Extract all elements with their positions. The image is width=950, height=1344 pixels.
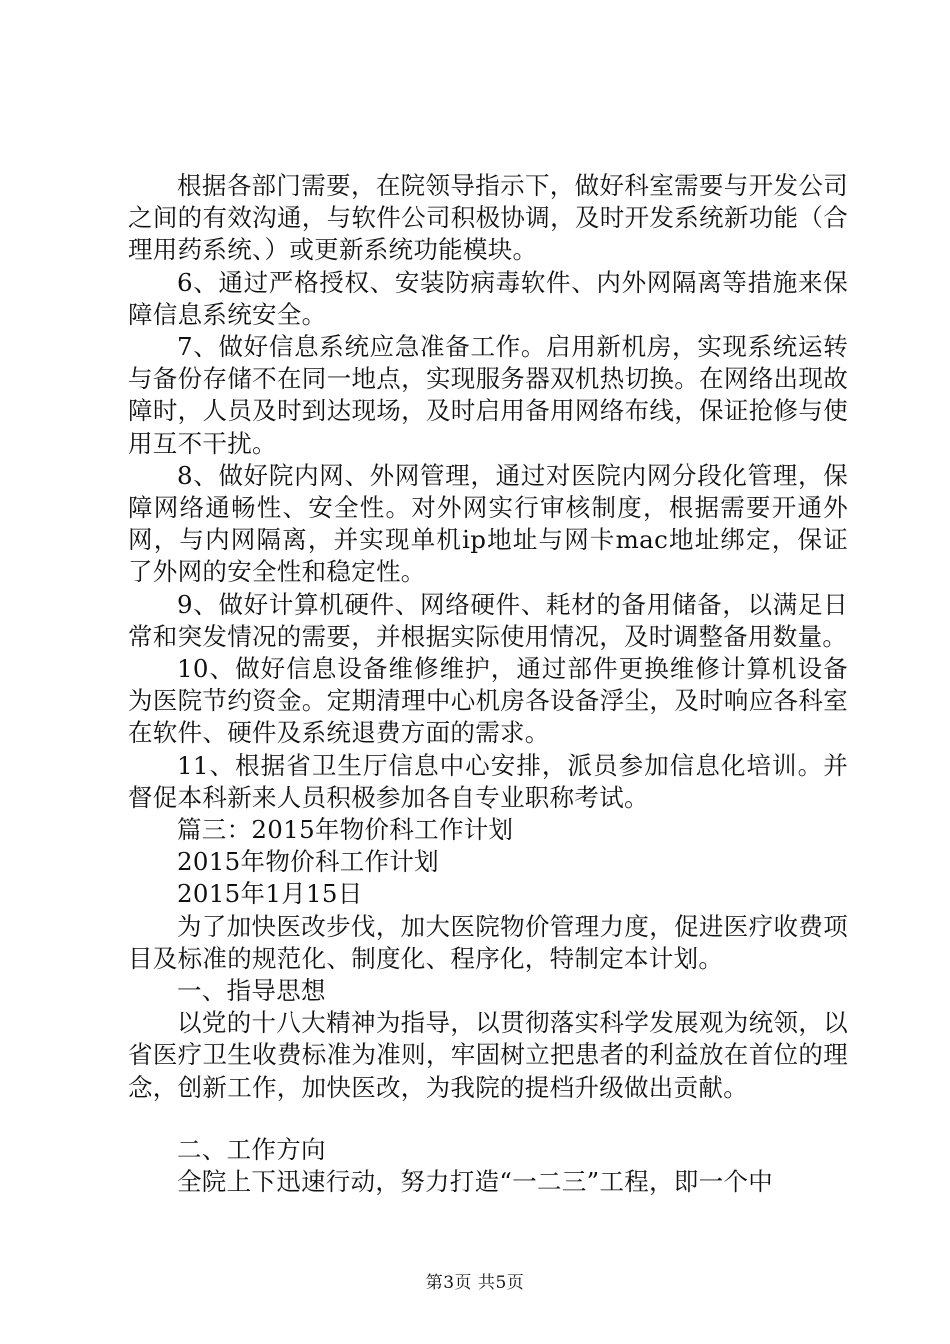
paragraph-item-10: 10、做好信息设备维修维护，通过部件更换维修计算机设备为医院节约资金。定期清理中心机房各设备浮尘，及时响应各科室在软件、硬件及系统退费方面的需求。	[128, 654, 848, 748]
paragraph-intro: 根据各部门需要，在院领导指示下，做好科室需要与开发公司之间的有效沟通，与软件公司积极协调，及时开发系统新功能（合理用药系统、）或更新系统功能模块。	[128, 171, 848, 265]
heading-work-direction: 二、工作方向	[177, 1134, 326, 1164]
paragraph-item-7: 7、做好信息系统应急准备工作。启用新机房，实现系统运转与备份存储不在同一地点，实现服务器双机热切换。在网络出现故障时，人员及时到达现场，及时启用备用网络布线，保证抢修与使用互不干扰。	[128, 332, 848, 458]
paragraph-guiding-thought: 以党的十八大精神为指导，以贯彻落实科学发展观为统领，以省医疗卫生收费标准为准则，牢固树立把患者的利益放在首位的理念，创新工作，加快医改，为我院的提档升级做出贡献。	[128, 1008, 848, 1102]
paragraph-work-direction: 全院上下迅速行动，努力打造“一二三”工程，即一个中	[177, 1167, 774, 1197]
paragraph-item-11: 11、根据省卫生厅信息中心安排，派员参加信息化培训。并督促本科新来人员积极参加各自专业职称考试。	[128, 750, 848, 812]
document-body	[128, 170, 848, 1198]
document-date: 2015年1月15日	[177, 879, 363, 909]
paragraph-item-9: 9、做好计算机硬件、网络硬件、耗材的备用储备，以满足日常和突发情况的需要，并根据实际使用情况，及时调整备用数量。	[128, 589, 848, 651]
paragraph-item-8: 8、做好院内网、外网管理，通过对医院内网分段化管理，保障网络通畅性、安全性。对外网实行审核制度，根据需要开通外网，与内网隔离，并实现单机ip地址与网卡mac地址绑定，保证了外网的安全性和稳定性。	[128, 460, 848, 587]
heading-guiding-thought: 一、指导思想	[177, 976, 326, 1006]
paragraph-purpose: 为了加快医改步伐，加大医院物价管理力度，促进医疗收费项目及标准的规范化、制度化、程序化，特制定本计划。	[128, 911, 848, 973]
section-heading: 篇三：2015年物价科工作计划	[177, 815, 514, 845]
paragraph-item-6: 6、通过严格授权、安装防病毒软件、内外网隔离等措施来保障信息系统安全。	[128, 267, 848, 329]
page-footer: 第3页 共5页	[425, 1273, 525, 1293]
document-title: 2015年物价科工作计划	[177, 847, 439, 877]
